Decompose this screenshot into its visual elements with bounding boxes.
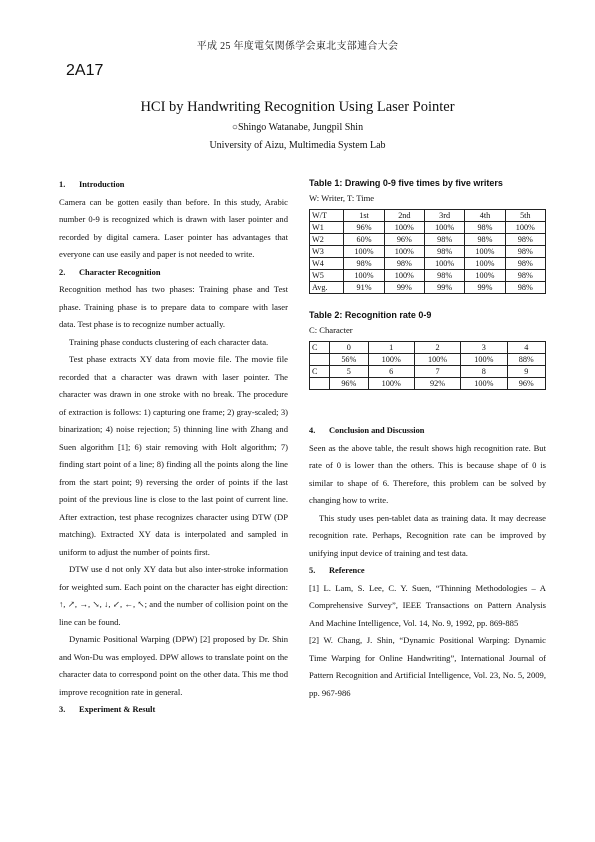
- table-cell: 100%: [465, 258, 505, 270]
- table-cell: 100%: [465, 246, 505, 258]
- section-number: 2.: [59, 267, 66, 277]
- table-cell: W3: [310, 246, 344, 258]
- table-header-cell: 2nd: [384, 210, 424, 222]
- paragraph-discussion: This study uses pen-tablet data as training data. It may decrease recognition rate. Perhaps, Recognition rate can be improved by unifying input device of training and test data.: [309, 512, 546, 558]
- table-row: [310, 282, 546, 294]
- table-cell: W2: [310, 234, 344, 246]
- table-header-cell: 5th: [505, 210, 545, 222]
- table-cell: 56%: [330, 354, 368, 366]
- table-cell: 96%: [344, 222, 384, 234]
- paragraph-dpw: Dynamic Positional Warping (DPW) [2] proposed by Dr. Shin and Won-Du was employed. DPW allows to translate point on the character data to correspond point on the other data. This me thod improve recognition rate in general.: [59, 634, 288, 697]
- section-number: 1.: [59, 180, 66, 189]
- table-drawing-results: [309, 209, 546, 294]
- table-cell: 96%: [507, 378, 546, 390]
- table-cell: 98%: [344, 258, 384, 270]
- table-cell: 3: [461, 342, 507, 354]
- table-cell: 60%: [344, 234, 384, 246]
- table-header-cell: 4th: [465, 210, 505, 222]
- table-cell: 99%: [465, 282, 505, 294]
- conference-header: 平成 25 年度電気関係学会東北支部連合大会: [196, 41, 399, 52]
- paragraph-training: Training phase conducts clustering of each character data.: [69, 336, 269, 347]
- section-heading-introduction: [59, 176, 288, 194]
- table-cell: 1: [368, 342, 414, 354]
- table-cell: 100%: [368, 354, 414, 366]
- table-row: [310, 354, 546, 366]
- table-cell: 98%: [505, 270, 545, 282]
- table-row: [310, 246, 546, 258]
- paragraph-conclusion: Seen as the above table, the result shows high recognition rate. But rate of 0 is lower than the others. This is because shape of 0 is similar to shape of 6. Therefore, this problem can be solved by changing how to write.: [309, 442, 546, 505]
- table-cell: 100%: [384, 246, 424, 258]
- table-row: [310, 234, 546, 246]
- table-cell: W4: [310, 258, 344, 270]
- table2-subcaption: C: Character: [309, 325, 353, 335]
- section-heading-character-recognition: [59, 264, 288, 282]
- section-heading-reference: [309, 562, 546, 580]
- table-cell: [310, 354, 330, 366]
- table-cell: 6: [368, 366, 414, 378]
- table1-caption: Table 1: Drawing 0-9 five times by five writers: [309, 178, 503, 188]
- section-heading-conclusion: [309, 422, 546, 440]
- table-cell: 98%: [505, 258, 545, 270]
- reference-item: [1] L. Lam, S. Lee, C. Y. Suen, “Thinning Methodologies – A Comprehensive Survey”, IEEE Transactions on Pattern Analysis And Machine Intelligence, Vol. 14, No. 9, 1992, pp. 869-885: [309, 582, 546, 628]
- table-cell: 100%: [424, 222, 464, 234]
- table-cell: 96%: [384, 234, 424, 246]
- table-header-cell: 3rd: [424, 210, 464, 222]
- table2-caption: Table 2: Recognition rate 0-9: [309, 310, 432, 320]
- paragraph-introduction: Camera can be gotten easily than before. In this study, Arabic number 0-9 is recognized which is drawn with laser pointer and recorded by digital camera. Laser pointer has advantages that everyone can use easily and paper is not needed to write.: [59, 196, 288, 259]
- table-cell: 100%: [461, 378, 507, 390]
- paper-code: 2A17: [66, 62, 104, 79]
- section-heading-experiment: [59, 701, 288, 719]
- table-header-row: [310, 210, 546, 222]
- table-cell: 88%: [507, 354, 546, 366]
- table-cell: 0: [330, 342, 368, 354]
- table-cell: 7: [414, 366, 460, 378]
- table-cell: W5: [310, 270, 344, 282]
- table-cell: 100%: [465, 270, 505, 282]
- table-cell: 98%: [424, 246, 464, 258]
- section-title: Experiment & Result: [79, 705, 156, 714]
- table-cell: 9: [507, 366, 546, 378]
- table1-subcaption: W: Writer, T: Time: [309, 193, 375, 203]
- table-cell: C: [310, 366, 330, 378]
- table-cell: 100%: [368, 378, 414, 390]
- table-cell: 100%: [384, 270, 424, 282]
- table-cell: 98%: [424, 270, 464, 282]
- table-cell: 5: [330, 366, 368, 378]
- paragraph-dtw: DTW use d not only XY data but also inter-stroke information for weighted sum. Each point on the character has eight direction: ↑, ↗, →, ↘, ↓, ↙, ←, ↖; and the number of collision point on the line can be found.: [59, 564, 288, 627]
- right-column: [309, 176, 546, 702]
- table-row: [310, 378, 546, 390]
- table-row: [310, 270, 546, 282]
- table-cell: 100%: [461, 354, 507, 366]
- table-cell: 98%: [505, 246, 545, 258]
- left-column: [59, 176, 288, 719]
- table-cell: 98%: [505, 234, 545, 246]
- section-number: 4.: [309, 426, 316, 435]
- section-number: 3.: [59, 705, 66, 714]
- paragraph-test-phase: Test phase extracts XY data from movie file. The movie file recorded that a character was drawn with laser pointer. The character was drawn in one stroke with no break. The procedure of extraction is follows: 1) capturing one frame; 2) gray-scaled; 3) binarization; 4) noise rejection; 5) thinning line with Zhang and Suen algorithm [1]; 6) stair removing with Holt algorithm; 7) finding start point of a line; 8) finding all the points along the line from the start point; 9) reversing the order of points if the last point of the previous line is close to the last point of current line. After extraction, test phase recognizes character using DTW (DP matching). Extracted XY data is interpolated and sampled in uniform to adjust the number of points first.: [59, 354, 288, 557]
- table-cell: 100%: [344, 246, 384, 258]
- table-cell: Avg.: [310, 282, 344, 294]
- table-cell: 99%: [384, 282, 424, 294]
- reference-item: [2] W. Chang, J. Shin, “Dynamic Positional Warping: Dynamic Time Warping for Online Handwriting”, International Journal of Pattern Recognition and Artificial Intelligence, Vol. 23, No. 5, 2009, pp. 967-986: [309, 635, 546, 698]
- table-cell: 91%: [344, 282, 384, 294]
- paper-affiliation: University of Aizu, Multimedia System Lab: [209, 140, 386, 151]
- table-cell: 99%: [424, 282, 464, 294]
- paragraph-method: Recognition method has two phases: Training phase and Test phase. Training phase is to prepare data to compare with laser data. Test phase is to recognize number actually.: [59, 284, 288, 329]
- table-header-cell: 1st: [344, 210, 384, 222]
- section-title: Introduction: [79, 180, 125, 189]
- table-recognition-rate: [309, 341, 546, 390]
- table-cell: 98%: [384, 258, 424, 270]
- table-cell: 98%: [424, 234, 464, 246]
- table-cell: 2: [414, 342, 460, 354]
- section-title: Character Recognition: [79, 267, 161, 277]
- table-cell: W1: [310, 222, 344, 234]
- table-cell: 100%: [505, 222, 545, 234]
- table-row: [310, 366, 546, 378]
- table-row: [310, 222, 546, 234]
- section-title: Conclusion and Discussion: [329, 426, 425, 435]
- table-row: [310, 258, 546, 270]
- section-number: 5.: [309, 566, 316, 575]
- table-cell: 100%: [384, 222, 424, 234]
- table-cell: 96%: [330, 378, 368, 390]
- paper-title: HCI by Handwriting Recognition Using Laser Pointer: [140, 99, 455, 115]
- section-title: Reference: [329, 566, 365, 575]
- table-cell: 4: [507, 342, 546, 354]
- table-cell: 98%: [505, 282, 545, 294]
- table-row: [310, 342, 546, 354]
- table-cell: 8: [461, 366, 507, 378]
- table-cell: 98%: [465, 222, 505, 234]
- table-cell: 100%: [424, 258, 464, 270]
- table-cell: 98%: [465, 234, 505, 246]
- table-cell: 100%: [344, 270, 384, 282]
- table-cell: C: [310, 342, 330, 354]
- table-cell: 100%: [414, 354, 460, 366]
- paper-authors: ○Shingo Watanabe, Jungpil Shin: [231, 122, 364, 133]
- table-header-cell: W/T: [310, 210, 344, 222]
- table-cell: 92%: [414, 378, 460, 390]
- table-cell: [310, 378, 330, 390]
